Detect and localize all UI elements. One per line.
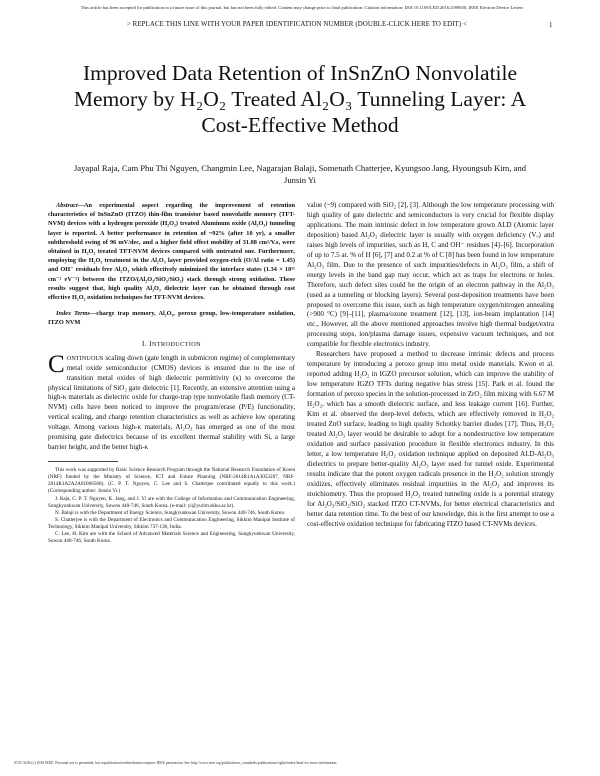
paper-title: Improved Data Retention of InSnZnO Nonvolatile Memory by H₂O₂ Treated Al₂O₃ Tunneling Layer: A Cost-Effective Method [73,61,527,137]
left-column [48,201,295,545]
body-paragraph: Researchers have proposed a method to decrease intrinsic defects and process temperature by introducing a peroxo group into metal oxide materials. Kwon et al. reported adding H₂O₂ in IGZO precursor solution, which can improve the stability of low temperature IGZO TFTs during negative bias stress [15]. Park et al. found the formation of peroxo species in the solution-processed in ZrO₂ film mixing with 6.67 M H₂O₂, which has a smooth dielectric surface, and less leakage current [16]. Further, Kim et al. observed the deep-level defects, which are effectively removed in H₂O₂ treated ZnO surface, leading to high quality Schottky barrier diodes [17]. Thus, H₂O₂ treated Al₂O₃ layer would be desirable to adopt for a nondestructive low temperature oxidation and surface passivation procedure in flexible electronics industry. In this letter, a low temperature H₂O₂ oxidation technique applied on deposited ALD-Al₂O₃ dielectrics to prepare better-quality Al₂O₃ layer used for tunnel oxide. Experimental results indicate that the potent oxygen radicals presence in the H₂O₂ solution strongly oxidizes, effectively eliminates residual impurities in the Al₂O₃ and improves its stoichiometry. Thus the proposed H₂O₂ treated tunneling oxide is a potential strategy for Al₂O₃/SiO₂/SiO₂ stacked ITZO CT-NVMs, for better electrical characteristics and better data retention time. To the best of our knowledge, this is the first attempt to use a cost-effective oxidation technique for fabricating ITZO based CT-NVMs devices. [307,350,554,528]
footnote-affiliation: S. Chatterjee is with the Department of Electronics and Communication Engineering, Sikkim Manipal Institute of Technology, Sikkim Manipal University, Sikkim 737-136, India. [48,516,295,530]
body-paragraph: value (~9) compared with SiO₂ [2], [3]. Although the low temperature processing with high quality of gate dielectric and semiconductors is very crucial for flexible display applications. The main intrinsic defect in low temperature grown ALD (Atomic layer deposition) based Al₂O₃ dielectric layer is usually with oxygen deficiency (Vₒ) and raises high levels of impurities, such as H, C and OH⁻ residues [4]–[6]. Incorporation of up to 7.5 at. % of H [6], [7] and 0.2 at % of C [8] has been found in low temperature Al₂O₃ film. Due to the presence of such impurities/defects in Al₂O₃ film, a shift of energy levels in the band gap may occur, which act as traps for electrons or holes. Therefore, such defect sites could be the origin of an electron pathway in the Al₂O₃ (used as a tunneling or blocking layers). Several post-deposition treatments have been proposed to overcome this issue, such as high temperature oxygen/nitrogen annealing (>900 °C) [9]–[11], plasma/ozone treatment [12], [13], ion-beam implantation [14] etc., However, all the above mentioned approaches involve high thermal budget/extra processing steps, ion/plasma damage issues, expensive vacuum techniques, and not compatible for flexible electronics industry. [307,201,554,349]
publication-notice: This article has been accepted for publication in a future issue of this journal, but has not been fully edited. Content may change prior to final publication. Citation information: DOI 10.1109/LED.2016.2599650, IEEE Electron Device Letters [80,5,524,10]
index-terms-label: Index Terms [56,310,90,318]
section-title-rest: NTRODUCTION [151,340,202,348]
intro-text: scaling down (gate length in submicron regime) of complementary metal oxide semiconductor (CMOS) devices is ensured due to the use of transition metal oxides of high dielectric permittivity (κ) to overcome the physical limitations of SiO₂ gate dielectric [1]. Recently, an extensive attention using a high-κ materials as dielectric oxide for charge-trap type nonvolatile flash memory (CT-NVM) cells have been noticed to improve the program/erase (P/E) functionality, vertical scaling, and charge retention characteristics as well as achieve low operating voltage. Among various high-κ materials, Al₂O₃ has emerged as one of the most promising gate dielectrics because of its excellent thermal stability with Si, a large barrier height, and the better high-κ [48,353,295,452]
footnote-divider [48,461,118,462]
section-heading-introduction [48,340,295,348]
abstract-label: Abstract [56,202,78,209]
abstract [48,201,295,302]
footnote-funding: This work was supported by Basic Science Research Program through the National Research Foundation of Korea (NRF) funded by the Ministry of Science, ICT and Future Planning (NRF-2014R1A1A3053287, NRF-2014R1A2A2A01006568). (C. P. T. Nguyen, C. Lee and S. Chatterjee contributed equally to this work.) (Corresponding author: Junsin Yi.) [48,467,295,495]
author-list: Jayapal Raja, Cam Phu Thi Nguyen, Changmin Lee, Nagarajan Balaji, Somenath Chatterjee, Kyungsoo Jang, Hyoungsub Kim, and Junsin Yi [73,163,527,185]
section-numeral: I. [141,339,147,348]
running-header: > REPLACE THIS LINE WITH YOUR PAPER IDENTIFICATION NUMBER (DOUBLE-CLICK HERE TO EDIT) < [126,21,468,28]
intro-capword: ONTINUOUS [66,354,104,362]
index-terms [48,309,295,327]
drop-cap: C [48,350,65,378]
footnote-affiliation: J. Raja, C. P. T. Nguyen, K. Jang, and J. Yi are with the College of Information and Communication Engineering, Sungkyunkwan University, Suwon 440-746, South Korea. (e-mail: yi@yurim.skku.ac.kr). [48,495,295,509]
abstract-text: —An experimental aspect regarding the improvement of retention characteristics of InSnZnO (ITZO) thin-film transistor based nonvolatile memory (TFT-NVM) devices with a hydrogen peroxide (H₂O₂) treated Aluminum oxide (Al₂O₃) tunneling layer is reported. A better performance in retention of ~92% (after 10 yr), a smaller subthreshold swing of 96 mV/dec, and a higher field effect mobility of 31.08 cm²/V.s, were obtained in H₂O₂ treated TFT-NVM devices compared with untreated one. Furthermore, employing the H₂O₂ treatment in the Al₂O₃ layer provided oxygen-rich (O/Al ratio = 1.45) and OH⁻ residuals free Al₂O₃ which effectively minimized the interface states (1.34 × 10¹¹ cm⁻² eV⁻¹) between the ITZO/(Al₂O₃/SiO₂/SiO₂) stack through strong oxidation. These results suggest that, high quality Al₂O₃ dielectric layer can be obtained through cost effective H₂O₂ oxidation techniques for TFT-NVM devices. [48,202,295,302]
copyright-footer: 0741-3106 (c) 2016 IEEE. Personal use is permitted, but republication/redistribution requires IEEE permission. See http://www.ieee.org/publications_standards/publications/rights/index.html for more information. [14,761,338,765]
footnote-affiliation: C. Lee, H. Kim are with the School of Advanced Materials Science and Engineering, Sungkyunkwan University, Suwon 440-746, South Korea. [48,531,295,545]
page-number: 1 [549,21,553,29]
footnote-affiliation: N. Balaji is with the Department of Energy Science, Sungkyunkwan University, Suwon 440-746, South Korea. [55,509,285,516]
introduction-paragraph [48,350,295,454]
section-initial: I [149,339,152,348]
right-column [307,201,554,529]
index-terms-text: —charge trap memory, Al₂O₃, peroxo group, low-temperature oxidation, ITZO NVM [48,310,296,327]
